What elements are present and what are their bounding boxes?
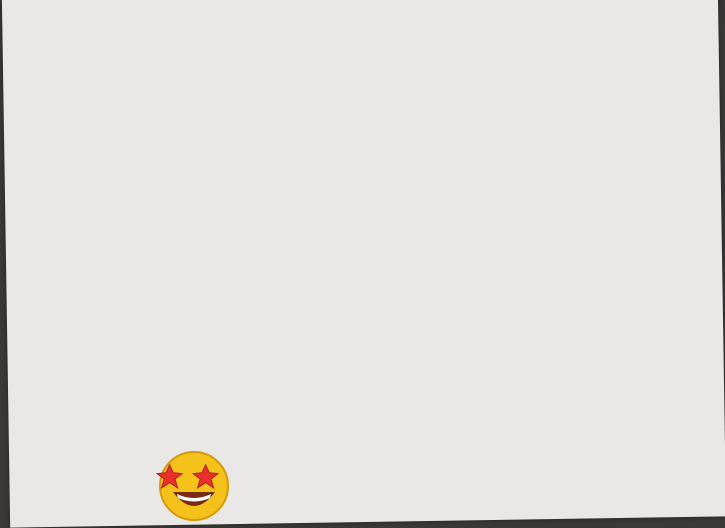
star-struck-face-icon (155, 446, 233, 524)
document-sheet (2, 0, 725, 528)
room-table (2, 0, 725, 528)
